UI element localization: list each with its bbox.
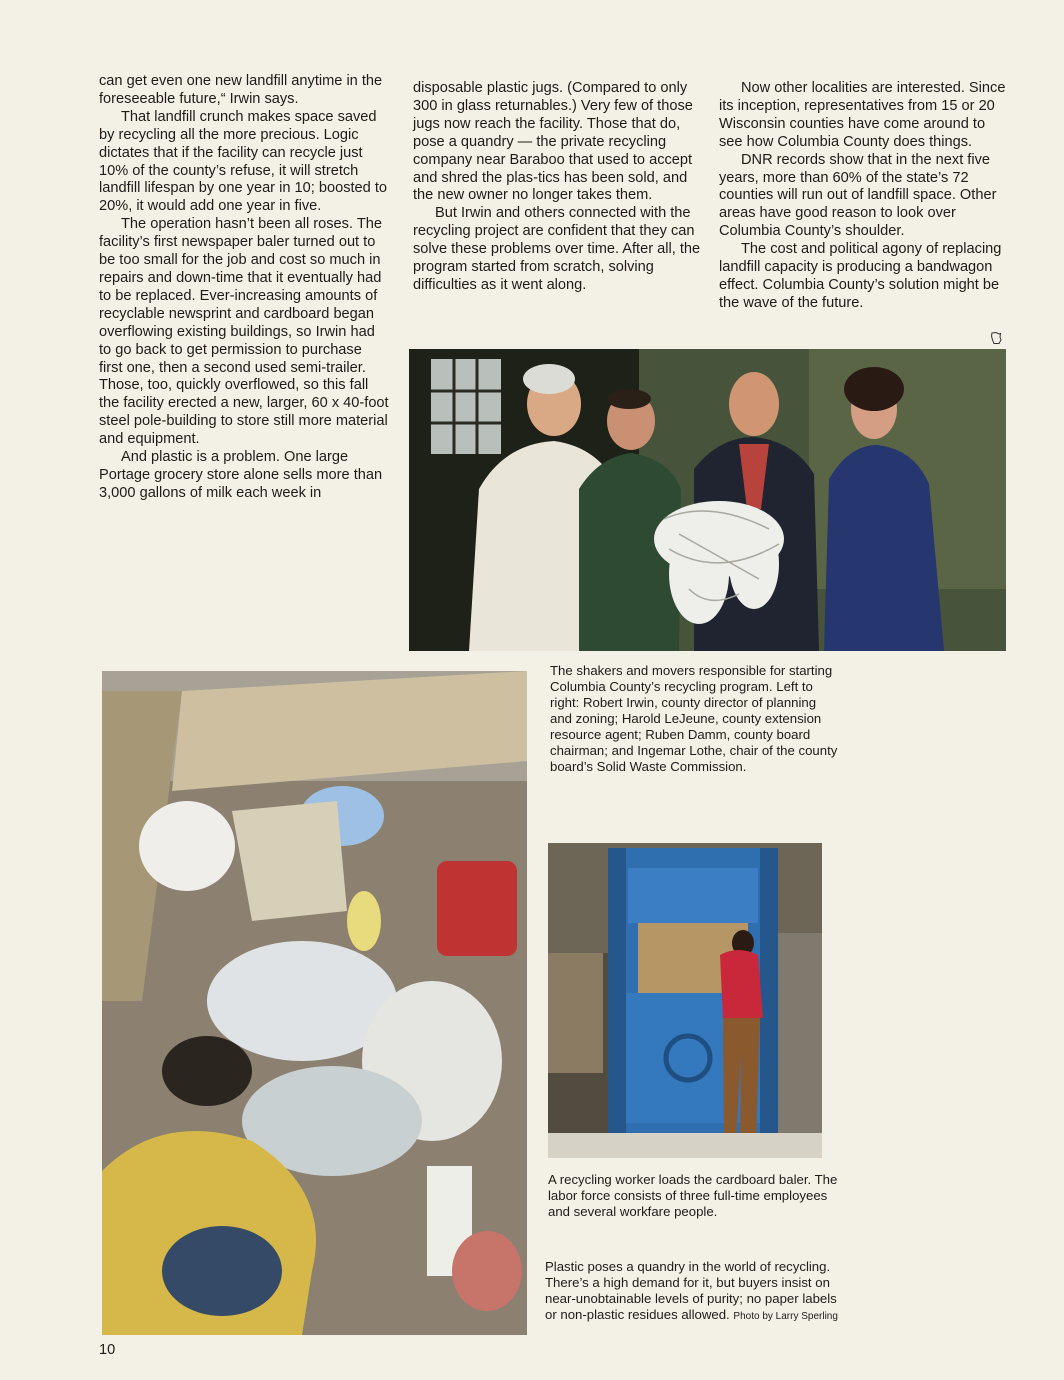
plastics-caption-text: Plastic poses a quandry in the world of recycling. There’s a high demand for it, but buyers insist on near-unobtainable levels of purity; no paper labels or non-plastic residues allowed.	[545, 1259, 837, 1322]
plastics-photo-caption	[545, 1259, 845, 1325]
paragraph: can get even one new landfill anytime in the foreseeable future,“ Irwin says.	[99, 73, 383, 107]
paragraph: And plastic is a problem. One large Portage grocery store alone sells more than 3,000 gallons of milk each week in	[99, 449, 383, 501]
paragraph: Now other localities are interested. Since its inception, representatives from 15 or 20 Wisconsin counties have come around to see how Columbia County does things.	[719, 80, 1006, 150]
officials-photo	[409, 349, 1006, 651]
paragraph: The cost and political agony of replacing landfill capacity is producing a bandwagon effect. Columbia County’s solution might be the wave of the future.	[719, 241, 1002, 311]
article-column-1	[99, 73, 389, 503]
plastic-recyclables-photo	[102, 671, 527, 1335]
photo-credit: Photo by Larry Sperling	[733, 1311, 838, 1322]
article-column-2	[413, 80, 703, 295]
paragraph: DNR records show that in the next five years, more than 60% of the state’s 72 counties will run out of landfill space. Other areas have good reason to look over Columbia County’s shoulder.	[719, 151, 997, 240]
officials-photo-caption: The shakers and movers responsible for starting Columbia County’s recycling program. Left to right: Robert Irwin, county director of planning and zoning; Harold LeJeune, county extension resource agent; Ruben Damm, county board chairman; and Ingemar Lothe, chair of the county board’s Solid Waste Commission.	[550, 663, 838, 774]
paragraph: disposable plastic jugs. (Compared to only 300 in glass returnables.) Very few of those jugs now reach the facility. Those that do, pose a quandry — the private recycling company near Baraboo that used to accept and shred the plas-tics has been sold, and the new owner no longer takes them.	[413, 80, 693, 204]
paragraph: The operation hasn’t been all roses. The facility’s first newspaper baler turned out to be too small for the job and cost so much in repairs and down-time that it eventually had to be replaced. Ever-increasing amounts of recyclable newsprint and cardboard began overflowing existing buildings, so Irwin had to go back to get permission to purchase first one, then a second used semi-trailer. Those, too, quickly overflowed, so this fall the facility erected a new, larger, 60 x 40-foot steel pole-building to store still more material and equipment.	[99, 216, 389, 448]
baler-photo-caption: A recycling worker loads the cardboard baler. The labor force consists of three full-time employees and several workfare people.	[548, 1172, 838, 1219]
paragraph: But Irwin and others connected with the recycling project are confident that they can solve these problems over time. After all, the program started from scratch, solving difficulties as it went along.	[413, 205, 701, 293]
article-column-3	[719, 80, 1009, 313]
paragraph: That landfill crunch makes space saved by recycling all the more precious. Logic dictates that if the facility can recycle just 10% of the county’s refuse, it will stretch landfill lifespan by one year in 10; boosted to 20%, it would add one year in five.	[99, 108, 388, 215]
wisconsin-outline-icon	[989, 331, 1003, 345]
page-number: 10	[99, 1342, 116, 1358]
baler-worker-photo	[548, 843, 822, 1158]
